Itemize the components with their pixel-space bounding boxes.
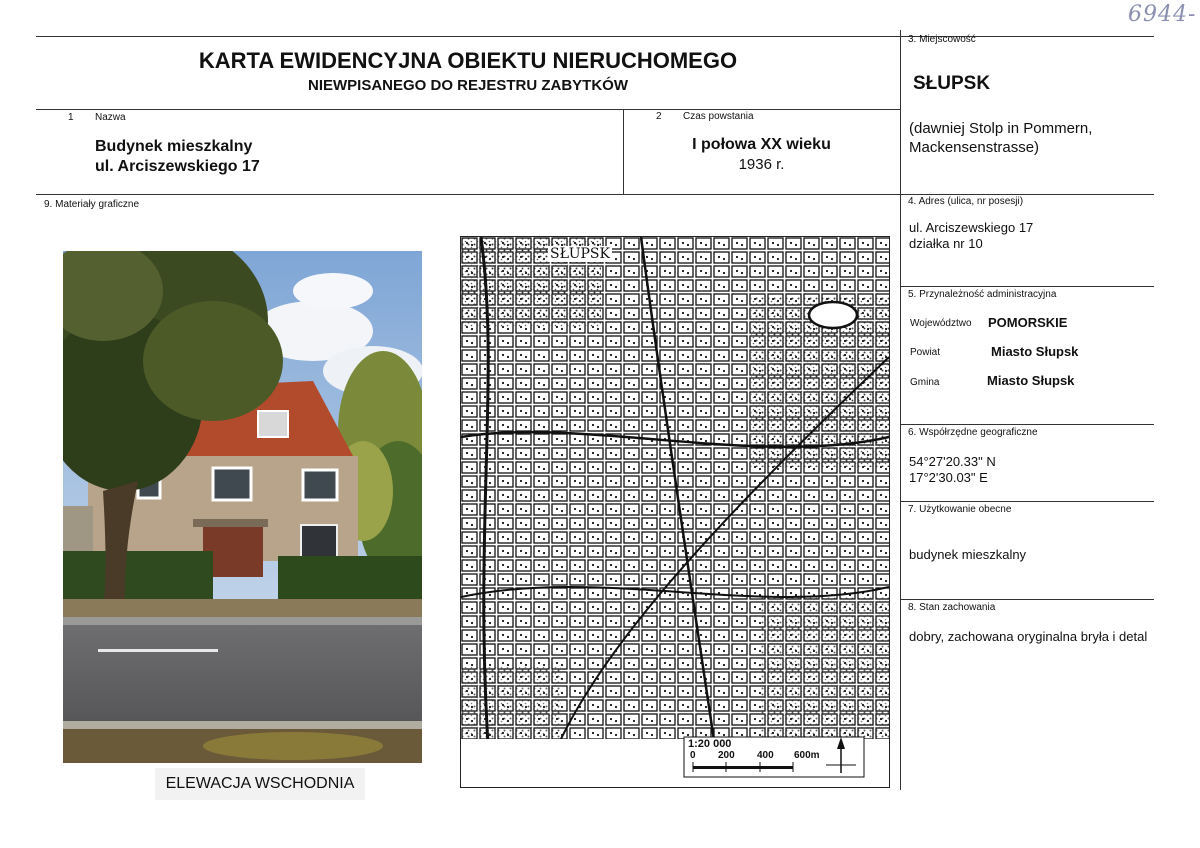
field-3-label: 3. Miejscowość bbox=[908, 34, 976, 45]
field-4-label: 4. Adres (ulica, nr posesji) bbox=[908, 196, 1024, 207]
location-map bbox=[460, 236, 890, 788]
scale-tick-200: 200 bbox=[718, 750, 735, 761]
object-name: Budynek mieszkalny bbox=[95, 138, 253, 155]
card-subtitle: NIEWPISANEGO DO REJESTRU ZABYTKÓW bbox=[307, 77, 629, 94]
top-border-line bbox=[36, 36, 1154, 37]
county-value: Miasto Słupsk bbox=[991, 344, 1079, 359]
current-usage: budynek mieszkalny bbox=[909, 547, 1027, 562]
latitude: 54°27'20.33" N bbox=[909, 454, 996, 469]
field-2-number: 2 bbox=[656, 111, 662, 122]
field-8-label: 8. Stan zachowania bbox=[908, 602, 996, 613]
city-name: SŁUPSK bbox=[913, 73, 991, 94]
voivodeship-label: Województwo bbox=[910, 318, 972, 329]
divider-condition bbox=[900, 599, 1154, 600]
scale-tick-600m: 600m bbox=[794, 750, 820, 761]
longitude: 17°2'30.03" E bbox=[909, 470, 988, 485]
field-7-label: 7. Użytkowanie obecne bbox=[908, 504, 1012, 515]
commune-value: Miasto Słupsk bbox=[987, 373, 1075, 388]
right-column-divider bbox=[900, 30, 901, 790]
city-former-name: (dawniej Stolp in Pommern, Mackensenstrasse) bbox=[909, 120, 1093, 156]
construction-year: 1936 r. bbox=[738, 156, 785, 173]
scale-tick-0: 0 bbox=[690, 750, 696, 761]
field-6-label: 6. Współrzędne geograficzne bbox=[908, 427, 1038, 438]
field-1-number: 1 bbox=[68, 112, 74, 123]
photo-caption: ELEWACJA WSCHODNIA bbox=[165, 775, 355, 792]
divider-usage bbox=[900, 501, 1154, 502]
address-street: ul. Arciszewskiego 17 bbox=[909, 220, 1034, 235]
handwritten-file-number: 6944- bbox=[1128, 2, 1197, 27]
construction-period: I połowa XX wieku bbox=[692, 136, 831, 153]
divider-coords bbox=[900, 424, 1154, 425]
field-5-label: 5. Przynależność administracyjna bbox=[908, 289, 1057, 300]
condition: dobry, zachowana oryginalna bryła i detal bbox=[909, 629, 1148, 644]
commune-label: Gmina bbox=[910, 377, 940, 388]
county-label: Powiat bbox=[910, 347, 941, 358]
field-2-label: Czas powstania bbox=[683, 111, 754, 122]
map-city-label: SŁUPSK bbox=[550, 246, 610, 262]
map-scale: 1:20 000 bbox=[688, 738, 732, 750]
title-bottom-line bbox=[36, 109, 900, 110]
building-photo bbox=[63, 251, 422, 763]
object-street: ul. Arciszewskiego 17 bbox=[95, 158, 260, 175]
field-1-label: Nazwa bbox=[95, 112, 126, 123]
header-bottom-line bbox=[36, 194, 1154, 195]
divider-admin bbox=[900, 286, 1154, 287]
scale-tick-400: 400 bbox=[757, 750, 774, 761]
voivodeship-value: POMORSKIE bbox=[988, 315, 1068, 330]
address-plot: działka nr 10 bbox=[909, 236, 983, 251]
card-title: KARTA EWIDENCYJNA OBIEKTU NIERUCHOMEGO bbox=[198, 48, 738, 73]
field-9-label: 9. Materiały graficzne bbox=[44, 199, 140, 210]
